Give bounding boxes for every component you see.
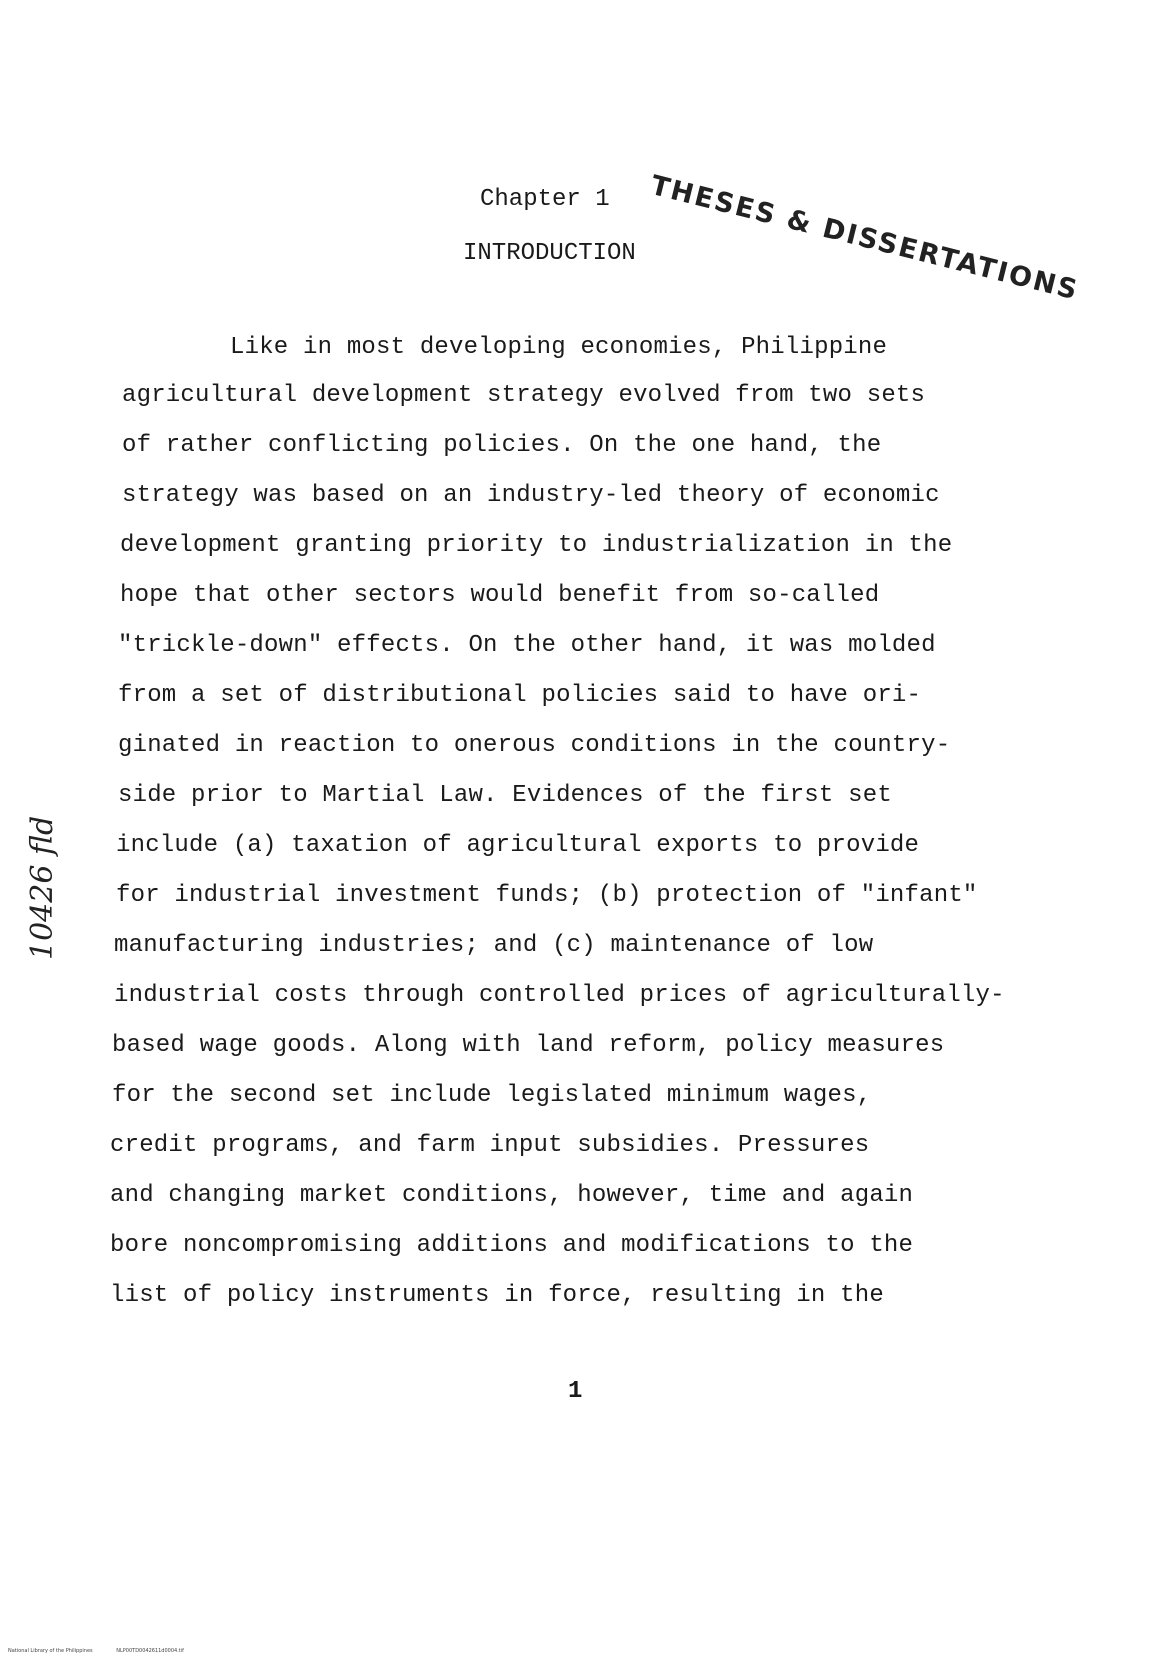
text-line: hope that other sectors would benefit from so-called — [120, 582, 880, 609]
handwritten-margin-note: 10426 fld — [25, 815, 60, 960]
text-line: from a set of distributional policies said to have ori- — [118, 682, 922, 709]
text-line: ginated in reaction to onerous conditions in the country- — [118, 732, 951, 759]
text-line: include (a) taxation of agricultural exports to provide — [116, 832, 920, 859]
text-line: strategy was based on an industry-led theory of economic — [122, 482, 940, 509]
text-line: Like in most developing economies, Philippine — [230, 334, 888, 361]
footer-file: NLP00TD0042611d0004.tif — [116, 1648, 184, 1654]
chapter-label: Chapter 1 — [480, 186, 610, 213]
footer-library: National Library of the Philippines — [8, 1648, 93, 1654]
text-line: and changing market conditions, however, time and again — [110, 1182, 914, 1209]
text-line: "trickle-down" effects. On the other hand, it was molded — [118, 632, 936, 659]
text-line: list of policy instruments in force, resulting in the — [110, 1282, 884, 1309]
text-line: side prior to Martial Law. Evidences of the first set — [118, 782, 892, 809]
text-line: credit programs, and farm input subsidies. Pressures — [110, 1132, 870, 1159]
text-line: development granting priority to industrialization in the — [120, 532, 953, 559]
text-line: based wage goods. Along with land reform, policy measures — [112, 1032, 945, 1059]
page-number: 1 — [568, 1378, 583, 1405]
scan-footer — [8, 1648, 184, 1654]
text-line: agricultural development strategy evolved from two sets — [122, 382, 926, 409]
text-line: manufacturing industries; and (c) maintenance of low — [114, 932, 874, 959]
text-line: bore noncompromising additions and modifications to the — [110, 1232, 914, 1259]
theses-dissertations-stamp: THESES & DISSERTATIONS — [647, 170, 1082, 307]
text-line: industrial costs through controlled prices of agriculturally- — [114, 982, 1005, 1009]
chapter-title: INTRODUCTION — [463, 240, 636, 267]
text-line: for the second set include legislated minimum wages, — [112, 1082, 872, 1109]
text-line: of rather conflicting policies. On the one hand, the — [122, 432, 882, 459]
text-line: for industrial investment funds; (b) protection of "infant" — [116, 882, 978, 909]
